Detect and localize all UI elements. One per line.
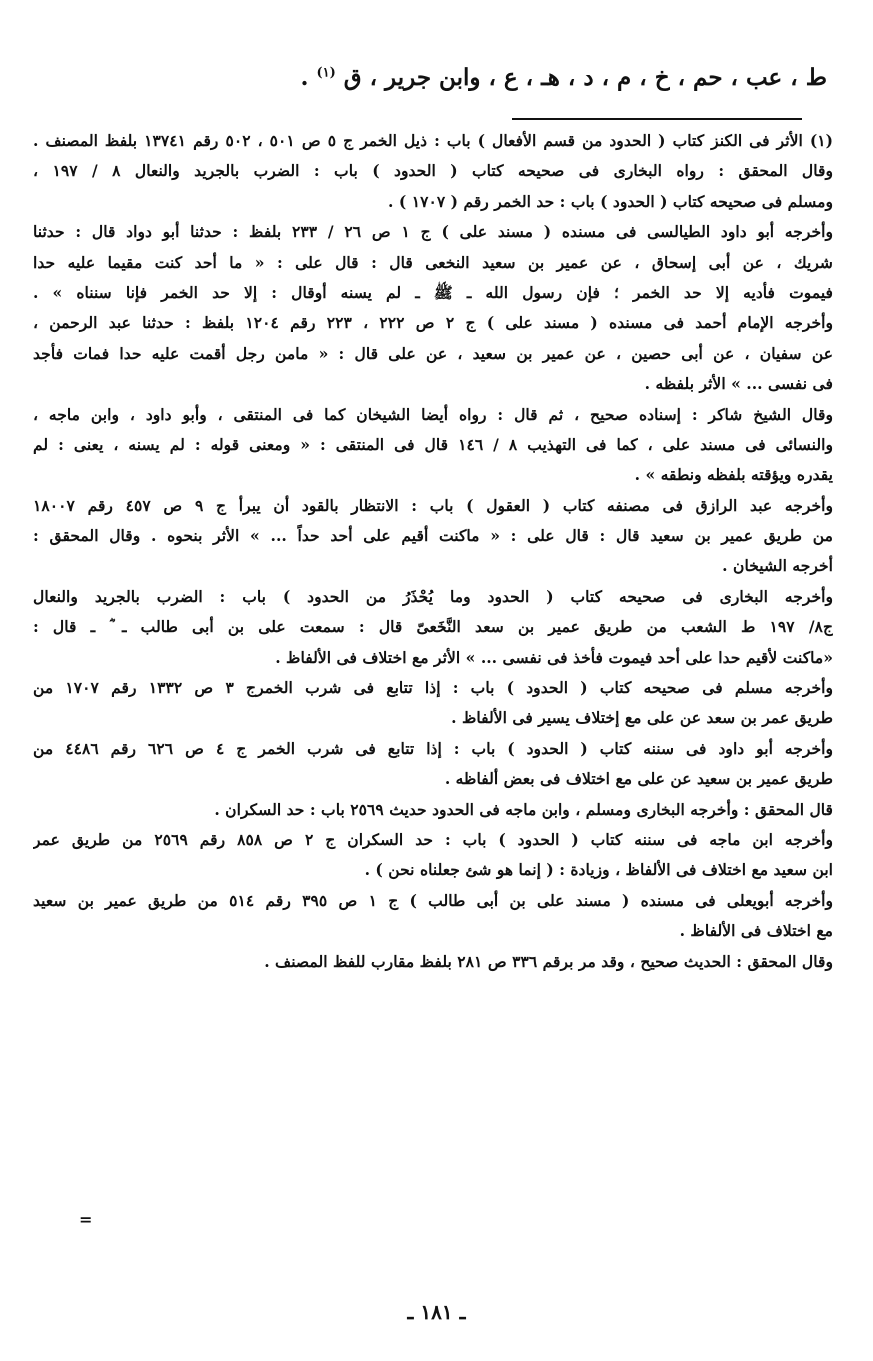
- footnote-line: وأخرجه أبو داود فى سننه كتاب ( الحدود ) باب : إذا تتابع فى شرب الخمر ج ٤ ص ٦٢٦ رقم ٤٤٨٦ من: [33, 738, 833, 758]
- footnote-line: وأخرجه ابن ماجه فى سننه كتاب ( الحدود ) باب : حد السكران ج ٢ ص ٨٥٨ رقم ٢٥٦٩ من طريق عمر: [33, 829, 833, 849]
- main-text-end: .: [300, 64, 317, 91]
- footnote-line: وقال المحقق : الحديث صحيح ، وقد مر برقم ٣٣٦ ص ٢٨١ بلفظ مقارب للفظ المصنف .: [264, 951, 833, 971]
- footnote-line: من طريق عمير بن سعيد قال : قال على : « ماكنت أقيم على أحد حداً ... » الأثر بنحوه . وقال المحقق :: [33, 526, 833, 546]
- footnote-line: فى نفسى ... » الأثر بلفظه .: [644, 374, 833, 394]
- footnote-reference: (١): [316, 65, 336, 81]
- footnote-line: وقال المحقق : رواه البخارى فى صحيحه كتاب ( الحدود ) باب : الضرب بالجريد والنعال ٨ / ١٩٧ ،: [33, 161, 833, 181]
- footnote-line: وأخرجه البخارى فى صحيحه كتاب ( الحدود وما يُحْذَرُ من الحدود ) باب : الضرب بالجريد والنعال: [33, 586, 833, 606]
- footnote-line: وأخرجه عبد الرازق فى مصنفه كتاب ( العقول ) باب : الانتظار بالقود أن يبرأ ج ٩ ص ٤٥٧ رقم ١٨٠٠٧: [33, 495, 833, 515]
- footnote-line: طريق عمر بن سعد عن على مع إختلاف يسير فى الألفاظ .: [451, 708, 833, 728]
- footnote-line: وأخرجه مسلم فى صحيحه كتاب ( الحدود ) باب : إذا تتابع فى شرب الخمرج ٣ ص ١٣٣٢ رقم ١٧٠٧ من: [33, 678, 833, 698]
- footnote-separator: [512, 118, 802, 120]
- footnote-line: فيموت فأديه إلا حد الخمر ؛ فإن رسول الله ـ ﷺ ـ لم يسنه أوقال : إلا حد الخمر فإنا سنناه » .: [33, 282, 833, 302]
- page-number: ـ ١٨١ ـ: [407, 1300, 466, 1324]
- footnote-line: قال المحقق : وأخرجه البخارى ومسلم ، وابن ماجه فى الحدود حديث ٢٥٦٩ باب : حد السكران .: [214, 799, 833, 819]
- main-text: ط ، عب ، حم ، خ ، م ، د ، هـ ، ع ، وابن جرير ، ق: [343, 64, 827, 91]
- footnote-line: ومسلم فى صحيحه كتاب ( الحدود ) باب : حد الخمر رقم ( ١٧٠٧ ) .: [388, 191, 833, 211]
- footnotes: [33, 126, 833, 977]
- footnote-line: طريق عمير بن سعيد عن على مع اختلاف فى بعض ألفاظه .: [444, 769, 833, 789]
- footnote-line: عن سفيان ، عن أبى حصين ، عن عمير بن سعيد ، عن على قال : « مامن رجل أقمت عليه حدا فمات فأجد: [33, 343, 833, 363]
- footnote-line: وأخرجه أبو داود الطيالسى فى مسنده ( مسند على ) ج ١ ص ٢٦ / ٢٣٣ بلفظ : حدثنا أبو دواد قال : حدثنا: [33, 222, 833, 242]
- footnote-line: مع اختلاف فى الألفاظ .: [679, 921, 833, 941]
- main-text-line: [227, 64, 827, 91]
- footnote-line: وقال الشيخ شاكر : إسناده صحيح ، ثم قال : رواه أيضا الشيخان كما فى المنتقى ، وأبو داود ، وابن ماجه ،: [33, 404, 833, 424]
- footnote-line: شريك ، عن أبى إسحاق ، عن عمير بن سعيد النخعى قال : قال على : « ما أحد كنت مقيما عليه حدا: [33, 252, 833, 272]
- footnote-line: أخرجه الشيخان .: [722, 556, 833, 576]
- footnote-line: «ماكنت لأقيم حدا على أحد فيموت فأخذ فى نفسى ... » الأثر مع اختلاف فى الألفاظ .: [275, 647, 833, 667]
- footnote-line: ابن سعيد مع اختلاف فى الألفاظ ، وزيادة : ( إنما هو شئ جعلناه نحن ) .: [364, 860, 833, 880]
- footnote-line: وأخرجه أبويعلى فى مسنده ( مسند على بن أبى طالب ) ج ١ ص ٣٩٥ رقم ٥١٤ من طريق عمير بن سعيد: [33, 890, 833, 910]
- footnote-line: (١) الأثر فى الكنز كتاب ( الحدود من قسم الأفعال ) باب : ذيل الخمر ج ٥ ص ٥٠١ ، ٥٠٢ رقم ١٣٧٤١ بلفظ المصنف .: [33, 131, 833, 150]
- footnote-line: وأخرجه الإمام أحمد فى مسنده ( مسند على ) ج ٢ ص ٢٢٢ ، ٢٢٣ رقم ١٢٠٤ بلفظ : حدثنا عبد الرحمن ،: [33, 313, 833, 333]
- footnote-line: والنسائى فى مسند على ، كما فى التهذيب ٨ / ١٤٦ قال فى المنتقى : « ومعنى قوله : لم يسنه ، يعنى : لم: [33, 434, 833, 454]
- footnote-line: يقدره ويؤقته بلفظه ونطقه » .: [634, 465, 833, 485]
- footnote-line: ج٨/ ١٩٧ ط الشعب من طريق عمير بن سعد النَّخَعىّ قال : سمعت على بن أبى طالب ـ ؓ ـ قال :: [33, 617, 833, 637]
- continuation-mark: =: [79, 1210, 93, 1229]
